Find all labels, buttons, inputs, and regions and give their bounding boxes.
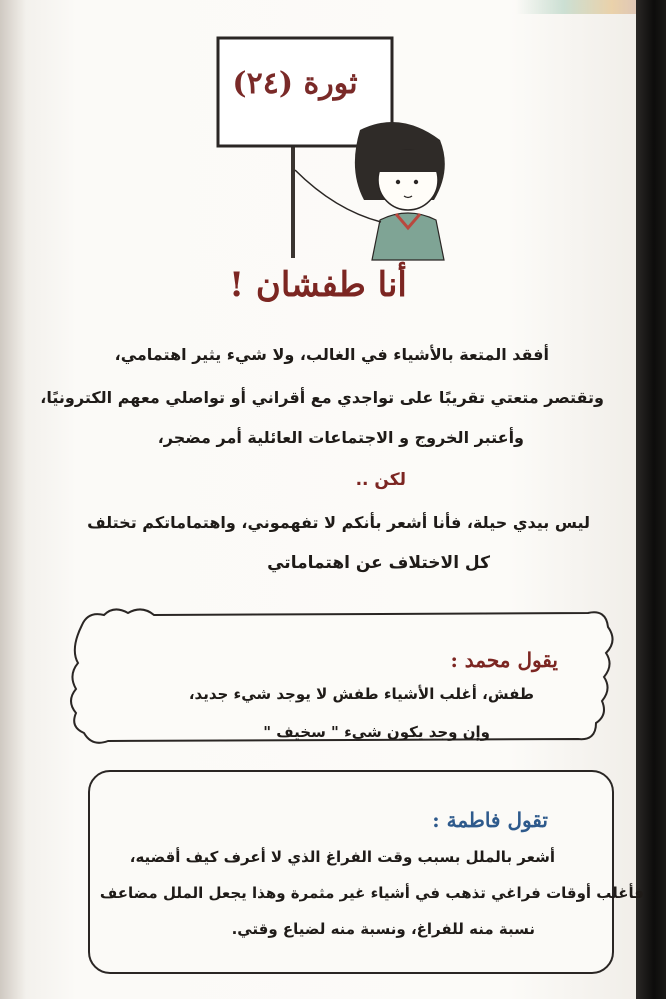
book-spine [636,0,666,999]
paragraph-line: كل الاختلاف عن اهتماماتي [267,553,490,573]
paragraph-line: وتقتصر متعتي تقريبًا على تواجدي مع أقراني أو تواصلي معهم الكترونيًا، [40,388,604,407]
fatima-quote-line: فأغلب أوقات فراغي تذهب في أشياء غير مثمرة وهذا يجعل الملل مضاعف [99,884,644,902]
corner-decoration [516,0,636,14]
sign-title: ثورة (٢٤) [232,66,358,101]
fatima-label: تقول فاطمة : [432,808,548,832]
mohammed-quote-line: طفش، أغلب الأشياء طفش لا يوجد شيء جديد، [188,685,534,703]
but-connector: لكن .. [355,470,406,490]
fatima-quote-box [88,770,614,974]
mohammed-quote-line: وإن وجد يكون شيء " سخيف " [263,723,490,741]
fatima-quote-line: أشعر بالملل بسبب وقت الفراغ الذي لا أعرف كيف أقضيه، [129,848,555,866]
page-title: أنا طفشان ! [229,265,407,305]
page-gutter-shadow [0,0,26,999]
fatima-quote-line: نسبة منه للفراغ، ونسبة منه لضياع وقتي. [231,920,535,938]
paragraph-line: وأعتبر الخروج و الاجتماعات العائلية أمر مضجر، [157,428,524,447]
mohammed-label: يقول محمد : [450,648,558,672]
paragraph-line: ليس بيدي حيلة، فأنا أشعر بأنكم لا تفهموني، واهتماماتكم تختلف [87,513,590,532]
paragraph-line: أفقد المتعة بالأشياء في الغالب، ولا شيء يثير اهتمامي، [114,345,549,364]
